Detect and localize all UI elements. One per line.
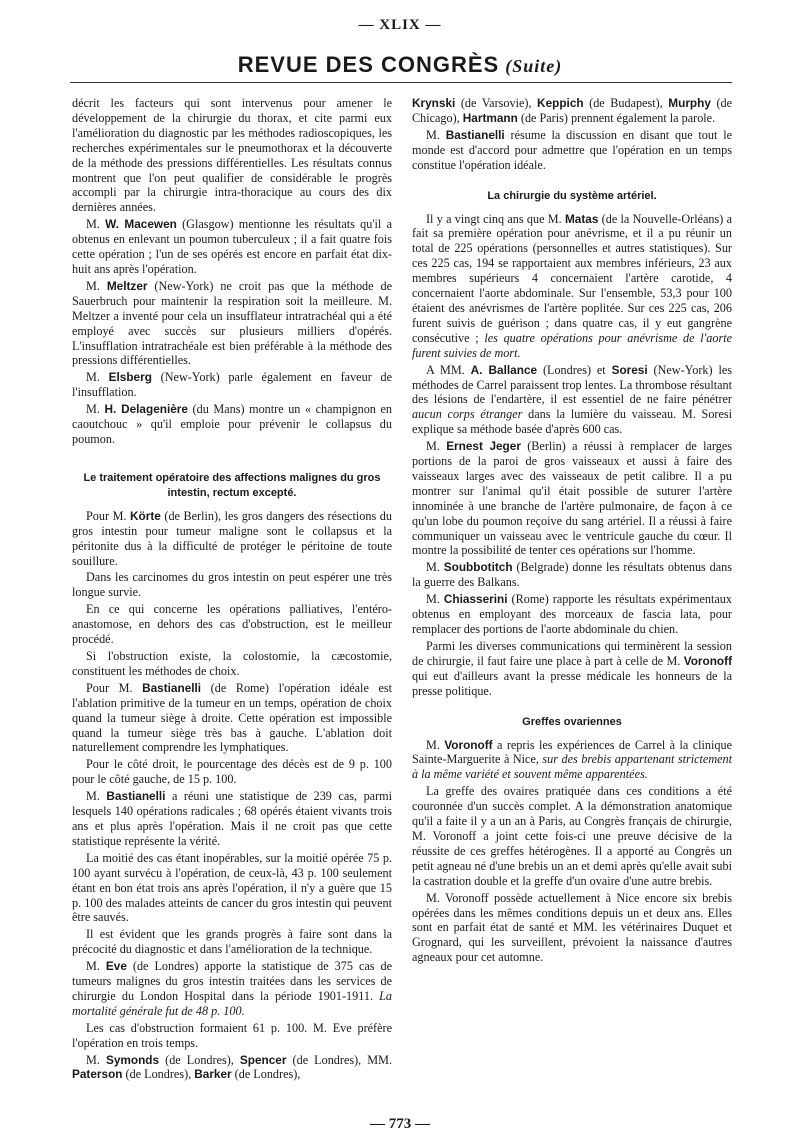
text: (New-York) ne croit pas que la méthode de Sauerbruch pour maintenir la respiration soit la meilleure. M. Meltzer a inventé pour cela un insufflateur intratrachéal qui a été employé avec succès sur plusieurs milliers d'opérés. L'insufflation intratrachéale est bien préférable à la méthode des pressions différentielles.	[72, 278, 392, 368]
author-name: Körte	[130, 508, 161, 523]
title-rule	[70, 82, 732, 83]
text: M.	[426, 737, 445, 752]
text: Pour M.	[86, 680, 143, 695]
text: (de Paris) prennent également la parole.	[517, 110, 716, 125]
text: Il y a vingt cinq ans que M.	[426, 211, 565, 226]
paragraph	[72, 681, 392, 756]
text: qui eut d'ailleurs avant la presse médicale les honneurs de la presse politique.	[412, 668, 732, 698]
text: (de Budapest),	[583, 96, 669, 110]
paragraph: Les cas d'obstruction formaient 61 p. 100. M. Eve préfère l'opération en trois temps.	[72, 1020, 392, 1050]
text: (New-York) les méthodes de Carrel paraissent trop lentes. La thrombose résultant des lésions de l'endartère, il est essentiel de ne faire pénétrer	[412, 362, 732, 407]
author-name: Paterson	[72, 1067, 123, 1082]
text: (Londres) et	[537, 362, 612, 377]
author-name: Matas	[564, 211, 599, 226]
text: M.	[426, 127, 446, 142]
paragraph: décrit les facteurs qui sont intervenus pour amener le développement de la chirurgie du thorax, et cite parmi eux l'amélioration du diagnostic par les méthodes radioscopiques, les recherches expérimentales sur le pneumothorax et la découverte de la méthode des pressions différentielles. Les résultats connus montrent que l'on peut qualifier de considérable le progrès accompli par la chirurgie intra-thoracique au cours des dix dernières années.	[72, 96, 392, 215]
author-name: Meltzer	[106, 278, 148, 293]
text: M.	[426, 560, 444, 575]
text: M.	[86, 370, 109, 385]
paragraph	[412, 212, 732, 361]
author-name: H. Delagenière	[104, 402, 188, 417]
text: (Glasgow) mentionne les résultats qu'il a obtenus en enlevant un poumon tuberculeux ; il a fait quatre fois cette opération ; l'un de ses opérés est encore en parfait état dix-huit ans après l'opération.	[72, 217, 392, 276]
text: M.	[86, 959, 106, 974]
author-name: Barker	[194, 1067, 232, 1082]
author-name: Voronoff	[444, 737, 493, 752]
text: M.	[426, 592, 444, 607]
author-name: Chiasserini	[443, 592, 508, 607]
paragraph	[412, 738, 732, 783]
paragraph	[412, 96, 732, 126]
text: (Berlin) a réussi à remplacer de larges portions de la paroi de gros vaisseaux et aussi à faire des vaisseaux larges avec des vaisseaux de petit calibre. Il a pu montrer sur l'animal qu'il était possible de suturer l'artère innominée à une branche de l'artère pulmonaire, de façon à ce qu'un lobe du poumon reçoive du sang artériel. Il a réussi à faire communiquer un vaisseau avec le ventricule gauche du cœur. Il montre la possibilité de tenter ces opérations sur l'homme.	[412, 439, 732, 558]
italic-text: sur des brebis appartenant strictement à la même variété et souvent même apparentées.	[412, 752, 733, 782]
page-number: — 773 —	[370, 1116, 430, 1132]
author-name: Voronoff	[683, 653, 732, 668]
paragraph	[412, 592, 732, 637]
right-column	[412, 96, 732, 967]
text: (de Berlin), les gros dangers des résections du gros intestin pour tumeur maligne sont le collapsus et la péritonite dus à la difficulté de protéger le péritoine de toute souillure.	[72, 508, 392, 568]
italic-text: aucun corps étranger	[412, 407, 523, 422]
author-name: Bastianelli	[142, 680, 202, 695]
author-name: Hartmann	[462, 110, 518, 125]
paragraph	[412, 439, 732, 558]
text: a repris les expériences de Carrel à la clinique Sainte-Marguerite à Nice,	[412, 737, 732, 767]
paragraph	[72, 959, 392, 1019]
paragraph	[72, 370, 392, 400]
text: (de la Nouvelle-Orléans) a fait sa première opération pour anévrisme, et il a pu réunir un total de 225 opérations (personnelles et autres statistiques). Sur ces 225 cas, 194 se rapportaient aux membres inférieurs, 23 aux membres supérieurs 4 concernaient l'artère carotide, 4 concernaient l'aorte abdominale. Sur l'ensemble, 53,3 pour 100 étaient des anévrismes de l'artère poplitée. Sur ces 225 cas, 206 furent suivis de guérison ; dans quatre cas, il y eut gangrène consécutive ;	[412, 211, 732, 345]
paragraph: La moitié des cas étant inopérables, sur la moitié opérée 75 p. 100 ayant survécu à l'opération, de ceux-là, 43 p. 100 seulement étant en bon état trois ans après l'opération, il n'y a guère que 15 p. 100 des malades atteints de cancer du gros intestin qui peuvent être sauvés.	[72, 850, 392, 925]
author-name: Keppich	[537, 96, 584, 110]
paragraph: Si l'obstruction existe, la colostomie, la cæcostomie, constituent les méthodes de choix.	[72, 649, 392, 678]
text: (Belgrade) donne les résultats obtenus dans la guerre des Balkans.	[412, 560, 732, 590]
text: (Rome) rapporte les résultats expérimentaux obtenus en employant des morceaux de fascia lata, pour remplacer des portions de l'aorte abdominale du chien.	[412, 592, 732, 636]
page-title	[0, 52, 800, 78]
text: dans la lumière du vaisseau. M. Soresi explique sa méthode basée d'après 600 cas.	[412, 407, 733, 437]
text: (de Londres),	[122, 1067, 195, 1082]
author-name: Krynski	[412, 96, 456, 110]
text: (du Mans) montre un « champignon en caoutchouc » qu'il emploie pour prévenir le collapsus du poumon.	[72, 402, 392, 446]
author-name: Elsberg	[108, 370, 152, 385]
text: M.	[86, 402, 105, 417]
paragraph	[412, 128, 732, 173]
text: M.	[86, 1052, 106, 1067]
italic-text: La mortalité générale fut de 48 p. 100.	[72, 988, 392, 1018]
paragraph: Dans les carcinomes du gros intestin on peut espérer une très longue survie.	[72, 570, 392, 600]
author-name: Symonds	[105, 1052, 160, 1067]
italic-text: les quatre opérations pour anévrisme de l'aorte furent suivies de mort.	[412, 330, 732, 360]
paragraph	[72, 279, 392, 368]
author-name: W. Macewen	[105, 217, 177, 232]
text: (de Chicago),	[412, 96, 733, 125]
text: (de Londres), MM.	[286, 1052, 393, 1067]
text: M.	[86, 217, 106, 232]
text: Pour M.	[86, 508, 131, 523]
paragraph	[72, 509, 392, 569]
paragraph: En ce qui concerne les opérations palliatives, l'entéro-anastomose, en dehors des cas d'obstruction, est le meilleur procédé.	[72, 602, 392, 647]
section-heading: Greffes ovariennes	[522, 715, 622, 728]
author-name: Soubbotitch	[443, 560, 513, 575]
paragraph	[412, 363, 732, 438]
text: M.	[86, 278, 107, 293]
text: Parmi les diverses communications qui terminèrent la session de chirurgie, il faut faire une place à part à celle de M.	[412, 638, 732, 668]
author-name: Ernest Jeger	[446, 439, 521, 454]
paragraph	[72, 789, 392, 849]
spacer	[412, 701, 732, 715]
text: (de Londres),	[159, 1052, 240, 1067]
text: (de Varsovie),	[455, 96, 538, 110]
spacer	[412, 175, 732, 189]
text: (New-York) parle également en faveur de l'insufflation.	[72, 370, 392, 400]
paragraph: Il est évident que les grands progrès à faire sont dans la précocité du diagnostic et dans l'amélioration de la technique.	[72, 927, 392, 957]
author-name: Murphy	[668, 96, 711, 110]
author-name: A. Ballance	[470, 362, 538, 377]
author-name: Bastianelli	[445, 127, 505, 142]
title-text: REVUE DES CONGRÈS	[237, 52, 500, 77]
paragraph	[412, 639, 732, 699]
author-name: Spencer	[239, 1052, 287, 1067]
left-column	[72, 96, 392, 1084]
section-heading: Le traitement opératoire des affections malignes du gros intestin, rectum excepté.	[83, 471, 381, 499]
title-suite: (Suite)	[505, 56, 563, 76]
paragraph: Pour le côté droit, le pourcentage des décès est de 9 p. 100 pour le côté gauche, de 15 p. 100.	[72, 757, 392, 787]
spacer	[72, 449, 392, 471]
page-number-roman: — XLIX —	[358, 17, 442, 33]
text: (de Londres),	[231, 1067, 301, 1082]
section-heading: La chirurgie du système artériel.	[487, 189, 657, 202]
paragraph	[72, 402, 392, 447]
paragraph	[72, 217, 392, 277]
text: A MM.	[426, 362, 471, 377]
paragraph	[412, 560, 732, 590]
author-name: Eve	[105, 959, 127, 974]
paragraph: La greffe des ovaires pratiquée dans ces conditions a été couronnée d'un succès complet. A la démonstration anatomique qu'il a faite il y a un an à Paris, au Congrès français de chirurgie, M. Voronoff a joint cette fois-ci une preuve décisive de la réussite de ces greffes hétérogènes. Il a apporté au Congrès un petit agneau né d'une brebis un an et demi après qu'elle avait subi la castration double et la greffe d'un ovaire d'une autre brebis.	[412, 784, 732, 888]
text: résume la discussion en disant que tout le monde est d'accord pour admettre que l'opération en un temps constitue l'opération idéale.	[412, 127, 732, 172]
author-name: Bastianelli	[106, 789, 166, 804]
text: a réuni une statistique de 239 cas, parmi lesquels 140 opérations radicales ; 68 opérés étaient vivants trois ans et plus après l'opération. Mais il ne croit pas que cette statistique représente la vérité.	[72, 789, 392, 848]
text: (de Londres) apporte la statistique de 375 cas de tumeurs malignes du gros intestin traitées dans les services de chirurgie du London Hospital dans la période 1901-1911.	[72, 959, 393, 1003]
text: M.	[86, 789, 107, 804]
author-name: Soresi	[611, 362, 648, 377]
text: M.	[426, 439, 447, 454]
paragraph	[72, 1053, 392, 1083]
text: (de Rome) l'opération idéale est l'ablation primitive de la tumeur en un temps, opération de choix quand la tumeur siège à droite. Cette opération est impossible quand la tumeur siège très bas à gauche. L'ablation doit naturellement comprendre les lymphatiques.	[72, 680, 392, 755]
paragraph: M. Voronoff possède actuellement à Nice encore six brebis opérées dans les mêmes conditions depuis un et deux ans. Elles sont en parfait état de santé et MM. les vétérinaires Duquet et Grognard, qui les surveillent, prévoient la naissance d'autres agneaux pour cet automne.	[412, 890, 732, 965]
